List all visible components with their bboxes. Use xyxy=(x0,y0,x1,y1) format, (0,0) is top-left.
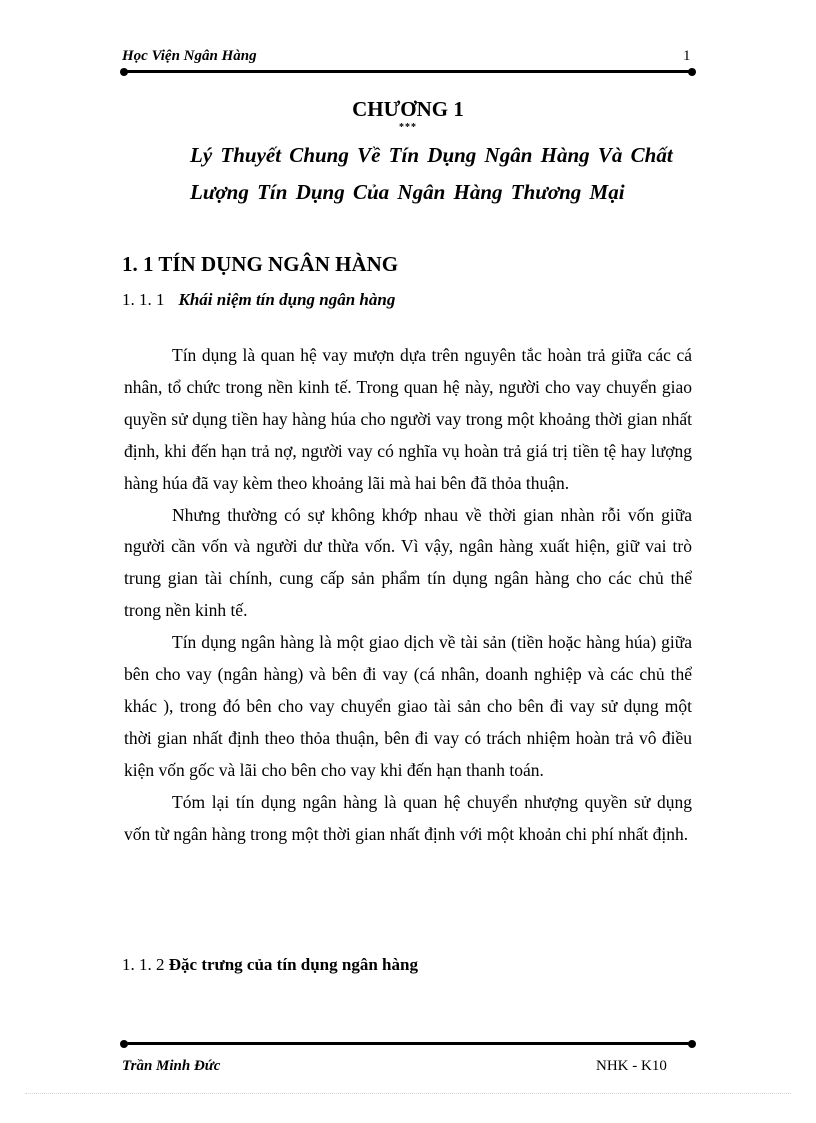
chapter-subtitle-line1: Lý Thuyết Chung Về Tín Dụng Ngân Hàng Và Chất xyxy=(190,143,673,167)
subsection-1-title: Khái niệm tín dụng ngân hàng xyxy=(178,290,396,309)
chapter-stars: *** xyxy=(399,122,417,133)
section-heading: 1. 1 TÍN DỤNG NGÂN HÀNG xyxy=(122,252,399,276)
subsection-1-number: 1. 1. 1 xyxy=(122,290,165,309)
body-text xyxy=(124,340,692,851)
footer-rule-right-dot xyxy=(688,1040,696,1048)
header-rule xyxy=(124,70,692,73)
subsection-heading-1 xyxy=(122,290,395,310)
footer-rule xyxy=(124,1042,692,1045)
footer-rule-left-dot xyxy=(120,1040,128,1048)
header-rule-right-dot xyxy=(688,68,696,76)
chapter-subtitle-line2: Lượng Tín Dụng Của Ngân Hàng Thương Mại xyxy=(190,180,625,204)
paragraph-2: Nhưng thường có sự không khớp nhau về thời gian nhàn rỗi vốn giữa người cần vốn và người dư thừa vốn. Vì vậy, ngân hàng xuất hiện, giữ vai trò trung gian tài chính, cung cấp sản phẩm tín dụng ngân hàng cho các chủ thể trong nền kinh tế. xyxy=(124,504,692,621)
paragraph-4: Tóm lại tín dụng ngân hàng là quan hệ chuyển nhượng quyền sử dụng vốn từ ngân hàng trong một thời gian nhất định với một khoản chi phí nhất định. xyxy=(124,791,692,844)
subsection-heading-2 xyxy=(122,955,418,975)
paragraph-1: Tín dụng là quan hệ vay mượn dựa trên nguyên tắc hoàn trả giữa các cá nhân, tổ chức trong nền kinh tế. Trong quan hệ này, người cho vay chuyển giao quyền sử dụng tiền hay hàng húa cho người vay trong một khoảng thời gian nhất định, khi đến hạn trả nợ, người vay có nghĩa vụ hoàn trả giá trị tiền tệ hay lượng hàng húa đã vay kèm theo khoảng lãi mà hai bên đã thỏa thuận. xyxy=(124,345,692,493)
header-rule-left-dot xyxy=(120,68,128,76)
header-institution: Học Viện Ngân Hàng xyxy=(122,48,257,64)
page-edge-dotted-line xyxy=(25,1093,791,1094)
paragraph-3: Tín dụng ngân hàng là một giao dịch về tài sản (tiền hoặc hàng húa) giữa bên cho vay (ngân hàng) và bên đi vay (cá nhân, doanh nghiệp và các chủ thể khác ), trong đó bên cho vay chuyển giao tài sản cho bên đi vay sử dụng một thời gian nhất định theo thỏa thuận, bên đi vay có trách nhiệm hoàn trả vô điều kiện vốn gốc và lãi cho bên cho vay khi đến hạn thanh toán. xyxy=(124,632,692,780)
subsection-2-title: Đặc trưng của tín dụng ngân hàng xyxy=(168,955,418,974)
footer-class: NHK - K10 xyxy=(596,1058,667,1074)
chapter-title: CHƯƠNG 1 xyxy=(352,97,464,121)
footer-author: Trần Minh Đức xyxy=(122,1058,221,1074)
header-page-number: 1 xyxy=(683,48,691,64)
subsection-2-number: 1. 1. 2 xyxy=(122,955,165,974)
